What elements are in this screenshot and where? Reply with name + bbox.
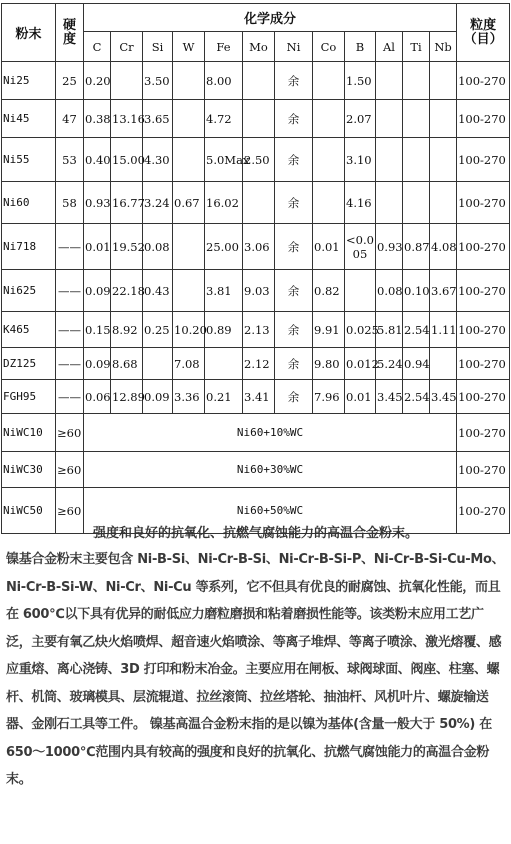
powder-name: K465: [2, 312, 56, 348]
hardness-value: ——: [56, 224, 84, 270]
composition-cell: 7.08: [173, 348, 205, 380]
header-hardness: 硬度: [56, 4, 84, 62]
composition-cell: 余: [275, 380, 313, 414]
mesh-value: 100-270: [457, 414, 510, 452]
table-row: [2, 62, 510, 100]
composition-cell: 8.92: [111, 312, 143, 348]
composition-cell: [143, 348, 173, 380]
composition-cell: [403, 138, 430, 182]
composition-cell: [243, 62, 275, 100]
composition-cell: [430, 100, 457, 138]
composition-cell: [345, 270, 376, 312]
composition-cell: 余: [275, 224, 313, 270]
table-row: [2, 380, 510, 414]
mixture-composition: Ni60+10%WC: [84, 414, 457, 452]
composition-cell: [313, 182, 345, 224]
composition-cell: 4.30: [143, 138, 173, 182]
composition-cell: 12.89: [111, 380, 143, 414]
composition-cell: <0.005: [345, 224, 376, 270]
hardness-value: ≥60: [56, 452, 84, 488]
composition-cell: 0.08: [143, 224, 173, 270]
composition-cell: [243, 100, 275, 138]
mesh-value: 100-270: [457, 224, 510, 270]
composition-cell: 3.41: [243, 380, 275, 414]
composition-cell: 7.96: [313, 380, 345, 414]
composition-cell: 0.67: [173, 182, 205, 224]
composition-cell: 0.012: [345, 348, 376, 380]
mesh-value: 100-270: [457, 62, 510, 100]
composition-cell: 0.25: [143, 312, 173, 348]
mesh-value: 100-270: [457, 452, 510, 488]
powder-name: DZ125: [2, 348, 56, 380]
composition-cell: [173, 100, 205, 138]
powder-name: Ni718: [2, 224, 56, 270]
element-header: Nb: [430, 32, 457, 62]
header-granularity: 粒度（目）: [457, 4, 510, 62]
composition-cell: 余: [275, 138, 313, 182]
composition-cell: 0.08: [376, 270, 403, 312]
composition-cell: 4.72: [205, 100, 243, 138]
element-header: Cr: [111, 32, 143, 62]
composition-cell: [376, 138, 403, 182]
element-header: C: [84, 32, 111, 62]
composition-table: [1, 3, 510, 534]
mesh-value: 100-270: [457, 312, 510, 348]
mesh-value: 100-270: [457, 182, 510, 224]
composition-cell: 3.10: [345, 138, 376, 182]
composition-cell: 0.94: [403, 348, 430, 380]
composition-cell: 2.54: [403, 380, 430, 414]
hardness-value: ——: [56, 312, 84, 348]
composition-cell: [173, 138, 205, 182]
composition-cell: 9.91: [313, 312, 345, 348]
composition-cell: 0.01: [345, 380, 376, 414]
composition-cell: 10.20: [173, 312, 205, 348]
hardness-value: 53: [56, 138, 84, 182]
composition-cell: 2.13: [243, 312, 275, 348]
composition-cell: 5.0Max: [205, 138, 243, 182]
composition-cell: [173, 224, 205, 270]
composition-cell: 2.54: [403, 312, 430, 348]
composition-cell: [430, 138, 457, 182]
hardness-value: 58: [56, 182, 84, 224]
composition-cell: 0.06: [84, 380, 111, 414]
composition-cell: 0.40: [84, 138, 111, 182]
hardness-value: 25: [56, 62, 84, 100]
composition-cell: 0.09: [84, 348, 111, 380]
composition-cell: [313, 100, 345, 138]
composition-cell: 25.00: [205, 224, 243, 270]
composition-cell: [430, 348, 457, 380]
composition-cell: [243, 182, 275, 224]
powder-name: Ni45: [2, 100, 56, 138]
composition-cell: [173, 62, 205, 100]
mixture-composition: Ni60+30%WC: [84, 452, 457, 488]
composition-cell: 5.24: [376, 348, 403, 380]
composition-cell: [205, 348, 243, 380]
composition-cell: 0.01: [313, 224, 345, 270]
composition-cell: 余: [275, 100, 313, 138]
table-row: [2, 182, 510, 224]
composition-cell: [403, 100, 430, 138]
composition-cell: 3.06: [243, 224, 275, 270]
composition-cell: 0.09: [143, 380, 173, 414]
table-row: [2, 348, 510, 380]
composition-cell: 余: [275, 62, 313, 100]
composition-cell: 2.07: [345, 100, 376, 138]
mesh-value: 100-270: [457, 100, 510, 138]
composition-cell: 0.20: [84, 62, 111, 100]
composition-cell: 0.09: [84, 270, 111, 312]
composition-cell: 8.68: [111, 348, 143, 380]
mesh-value: 100-270: [457, 380, 510, 414]
powder-name: FGH95: [2, 380, 56, 414]
composition-cell: 2.12: [243, 348, 275, 380]
composition-cell: 0.89: [205, 312, 243, 348]
powder-name: NiWC50: [2, 488, 56, 534]
powder-name: NiWC30: [2, 452, 56, 488]
composition-cell: 4.16: [345, 182, 376, 224]
composition-cell: 0.87: [403, 224, 430, 270]
hardness-value: ——: [56, 270, 84, 312]
composition-cell: 0.21: [205, 380, 243, 414]
composition-cell: 0.01: [84, 224, 111, 270]
hardness-value: ——: [56, 380, 84, 414]
element-header: Mo: [243, 32, 275, 62]
mesh-value: 100-270: [457, 138, 510, 182]
composition-cell: [403, 62, 430, 100]
table-row: [2, 138, 510, 182]
table-row: [2, 452, 510, 488]
composition-cell: 余: [275, 312, 313, 348]
table-row: [2, 270, 510, 312]
mesh-value: 100-270: [457, 348, 510, 380]
composition-cell: 3.45: [430, 380, 457, 414]
mixture-composition: Ni60+50%WC: [84, 488, 457, 534]
hardness-value: ≥60: [56, 488, 84, 534]
powder-name: Ni55: [2, 138, 56, 182]
composition-cell: 0.10: [403, 270, 430, 312]
composition-cell: 余: [275, 182, 313, 224]
element-header: W: [173, 32, 205, 62]
composition-cell: [403, 182, 430, 224]
mesh-value: 100-270: [457, 488, 510, 534]
composition-cell: 余: [275, 348, 313, 380]
composition-cell: 3.36: [173, 380, 205, 414]
element-header: Ti: [403, 32, 430, 62]
composition-cell: 3.67: [430, 270, 457, 312]
composition-cell: [376, 62, 403, 100]
composition-cell: [173, 270, 205, 312]
hardness-value: ——: [56, 348, 84, 380]
composition-cell: 余: [275, 270, 313, 312]
body-paragraph: 镍基合金粉末主要包含 Ni-B-Si、Ni-Cr-B-Si、Ni-Cr-B-Si-P、Ni-Cr-B-Si-Cu-Mo、Ni-Cr-B-Si-W、Ni-Cr、Ni-Cu 等系列，它不但具有优良的耐腐蚀、抗氧化性能，而且在 600℃以下具有优异的耐低应力磨粒磨损和粘着磨损性能等。该类粉末应用工艺广泛，主要有氧乙炔火焰喷焊、超音速火焰喷涂、等离子堆焊、等离子喷涂、激光熔覆、感应重熔、离心浇铸、3D 打印和粉末冶金。主要应用在闸板、球阀球面、阀座、柱塞、螺杆、机筒、玻璃模具、层流辊道、拉丝滚筒、拉丝塔轮、抽油杆、风机叶片、螺旋输送器、金刚石工具等工件。 镍基高温合金粉末指的是以镍为基体(含量一般大于 50%) 在 650～1000℃范围内具有较高的强度和良好的抗氧化、抗燃气腐蚀能力的高温合金粉末。: [6, 552, 505, 787]
table-row: [2, 312, 510, 348]
table-row: [2, 224, 510, 270]
composition-cell: 22.18: [111, 270, 143, 312]
element-header: Co: [313, 32, 345, 62]
header-powder: 粉末: [2, 4, 56, 62]
composition-cell: 1.50: [345, 62, 376, 100]
composition-cell: 15.00: [111, 138, 143, 182]
table-row: [2, 100, 510, 138]
composition-cell: 16.77: [111, 182, 143, 224]
composition-cell: 19.52: [111, 224, 143, 270]
composition-cell: 2.50: [243, 138, 275, 182]
composition-cell: 0.15: [84, 312, 111, 348]
element-header: Ni: [275, 32, 313, 62]
composition-cell: 3.50: [143, 62, 173, 100]
composition-cell: 0.38: [84, 100, 111, 138]
composition-cell: 3.81: [205, 270, 243, 312]
composition-cell: 3.45: [376, 380, 403, 414]
composition-cell: 0.93: [84, 182, 111, 224]
composition-cell: 0.025: [345, 312, 376, 348]
powder-name: NiWC10: [2, 414, 56, 452]
powder-name: Ni60: [2, 182, 56, 224]
table-caption: 强度和良好的抗氧化、抗燃气腐蚀能力的高温合金粉末。: [92, 526, 418, 541]
element-header: Fe: [205, 32, 243, 62]
composition-cell: 0.43: [143, 270, 173, 312]
composition-cell: [376, 100, 403, 138]
composition-cell: 3.65: [143, 100, 173, 138]
mesh-value: 100-270: [457, 270, 510, 312]
hardness-value: ≥60: [56, 414, 84, 452]
composition-cell: [430, 62, 457, 100]
element-header: B: [345, 32, 376, 62]
header-composition: 化学成分: [84, 4, 457, 32]
composition-cell: [111, 62, 143, 100]
element-header: Si: [143, 32, 173, 62]
composition-cell: [313, 138, 345, 182]
composition-cell: 9.03: [243, 270, 275, 312]
composition-cell: 13.16: [111, 100, 143, 138]
composition-cell: 0.82: [313, 270, 345, 312]
composition-cell: [430, 182, 457, 224]
composition-cell: 9.80: [313, 348, 345, 380]
composition-cell: 16.02: [205, 182, 243, 224]
composition-cell: 8.00: [205, 62, 243, 100]
hardness-value: 47: [56, 100, 84, 138]
composition-cell: [376, 182, 403, 224]
powder-name: Ni625: [2, 270, 56, 312]
powder-name: Ni25: [2, 62, 56, 100]
composition-cell: 3.24: [143, 182, 173, 224]
element-header: Al: [376, 32, 403, 62]
composition-cell: 0.93: [376, 224, 403, 270]
composition-cell: 4.08: [430, 224, 457, 270]
composition-cell: [313, 62, 345, 100]
composition-cell: 1.11: [430, 312, 457, 348]
table-row: [2, 414, 510, 452]
composition-cell: 5.81: [376, 312, 403, 348]
